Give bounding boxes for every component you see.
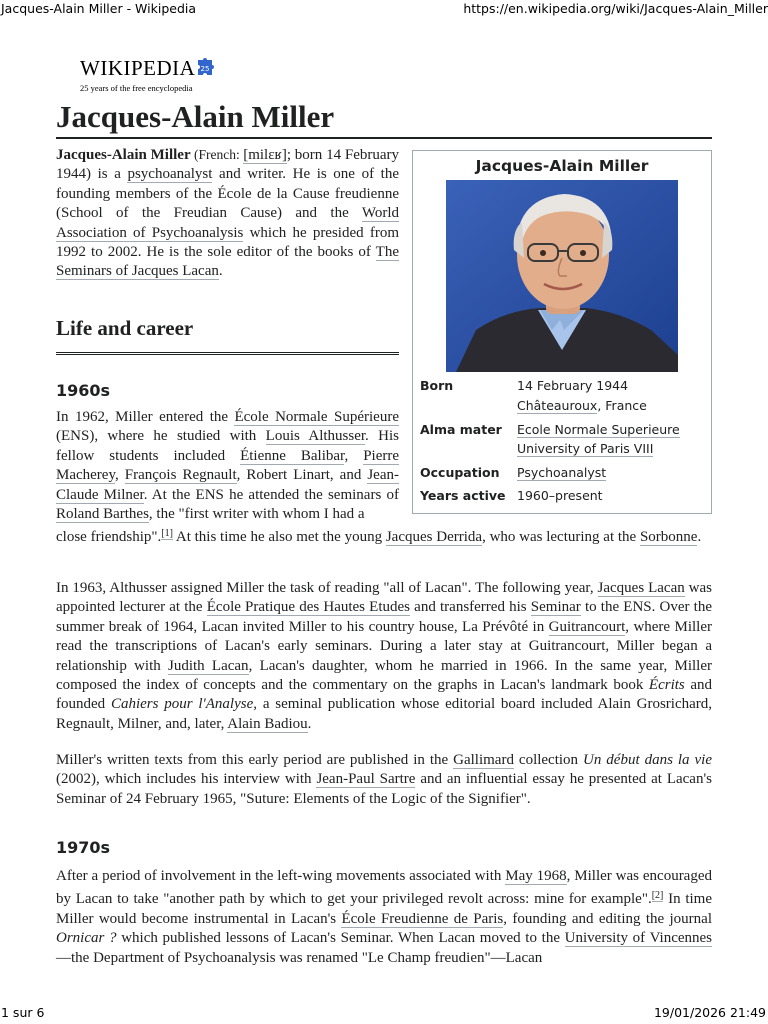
- link-judith-lacan[interactable]: Judith Lacan: [168, 657, 249, 674]
- reference-1[interactable]: [1]: [161, 528, 173, 539]
- label-years-active: Years active: [420, 488, 506, 503]
- link-macherey[interactable]: Pierre Macherey: [56, 447, 400, 484]
- link-vincennes[interactable]: University of Vincennes: [564, 930, 713, 947]
- print-datetime: 19/01/2026 21:49: [653, 1005, 766, 1020]
- link-chateauroux[interactable]: Châteauroux: [517, 398, 598, 413]
- link-psychoanalyst-infobox[interactable]: Psychoanalyst: [517, 465, 607, 480]
- infobox-title: Jacques-Alain Miller: [475, 157, 649, 175]
- link-althusser[interactable]: Louis Althusser: [265, 428, 366, 445]
- title-un-debut: Un début dans la vie: [583, 752, 712, 768]
- link-milner[interactable]: Jean-Claude Milner: [56, 467, 399, 503]
- link-ecole-normale[interactable]: Ecole Normale Superieure: [517, 422, 680, 437]
- puzzle-globe-icon: [194, 57, 216, 79]
- link-gallimard[interactable]: Gallimard: [453, 752, 514, 768]
- section-heading-life-and-career: Life and career: [56, 314, 399, 355]
- page-title: Jacques-Alain Miller: [56, 97, 712, 139]
- link-paris-viii[interactable]: University of Paris VIII: [517, 441, 654, 456]
- link-balibar[interactable]: Étienne Balibar: [240, 447, 345, 464]
- print-page-number: 1 sur 6: [1, 1005, 45, 1020]
- portrait-photo[interactable]: [446, 180, 678, 372]
- paragraph-1960s-part2: close friendship".[1] At this time he also met the young Jacques Derrida, who was lecturing at the Sorbonne.: [56, 528, 702, 545]
- label-occupation: Occupation: [420, 465, 500, 480]
- title-ornicar: Ornicar ?: [56, 930, 117, 947]
- link-ens[interactable]: École Normale Supérieure: [234, 409, 399, 425]
- link-sorbonne[interactable]: Sorbonne: [639, 529, 698, 545]
- link-seminars-of-lacan[interactable]: The Seminars of Jacques Lacan: [56, 244, 399, 280]
- link-derrida[interactable]: Jacques Derrida: [385, 529, 483, 545]
- reference-2[interactable]: [2]: [651, 890, 664, 902]
- label-alma-mater: Alma mater: [420, 422, 502, 437]
- print-footer: [0, 1005, 768, 1021]
- subject-name: Jacques-Alain Miller: [56, 147, 191, 163]
- lead-paragraph: Jacques-Alain Miller (French: [milɛʁ]; born 14 February 1944) is a psychoanalyst and writer. He is one of the founding members of the École de la Cause freudienne (School of the Freudian Cause) and the World Association of Psychoanalysis which he presided from 1992 to 2002. He is the sole editor of the books of The Seminars of Jacques Lacan.: [56, 147, 400, 280]
- paragraph-early-texts: Miller's written texts from this early period are published in the Gallimard collection Un début dans la vie (2002), which includes his interview with Jean-Paul Sartre and an influential essay he presented at Lacan's Seminar of 24 February 1965, "Suture: Elements of the Logic of the Signifier".: [56, 752, 712, 807]
- link-badiou[interactable]: Alain Badiou: [227, 715, 308, 732]
- link-seminar[interactable]: Seminar: [530, 599, 581, 616]
- infobox: Jacques-Alain Miller Born 14 February 1944 Châteauroux, France Alma mater Ecole Normale Superieure University of Paris VIII Occupation Psychoanalyst Years active 1960–present: [412, 150, 712, 514]
- label-born: Born: [420, 378, 454, 393]
- link-world-association[interactable]: World Association of Psychoanalysis: [56, 205, 399, 241]
- link-sartre[interactable]: Jean-Paul Sartre: [316, 771, 416, 788]
- portrait-illustration: [446, 180, 678, 372]
- paragraph-1963: In 1963, Althusser assigned Miller the task of reading "all of Lacan". The following year, Jacques Lacan was appointed lecturer at the École Pratique des Hautes Etudes and transferred his Seminar to the ENS. Over the summer break of 1964, Lacan invited Miller to his country house, La Prévôté in Guitrancourt, where Miller read the transcriptions of Lacan's early seminars. During a later stay at Guitrancourt, Miller began a relationship with Judith Lacan, Lacan's daughter, whom he married in 1966. In the same year, Miller composed the index of concepts and the commentary on the graphs in Lacan's landmark book Écrits and founded Cahiers pour l'Analyse, a seminal publication whose editorial board included Alain Grosrichard, Regnault, Milner, and, later, Alain Badiou.: [56, 580, 713, 732]
- print-page-title: Jacques-Alain Miller - Wikipedia: [1, 1, 197, 16]
- link-may-1968[interactable]: May 1968: [505, 868, 567, 884]
- link-psychoanalyst[interactable]: psychoanalyst: [127, 166, 213, 183]
- ipa-link[interactable]: [milɛʁ]: [243, 147, 287, 163]
- wikipedia-wordmark: [80, 56, 195, 81]
- link-regnault[interactable]: François Regnault: [124, 467, 237, 484]
- value-born-date: 14 February 1944: [517, 378, 629, 393]
- title-cahiers: Cahiers pour l'Analyse: [110, 696, 254, 713]
- paragraph-1960s-part1: In 1962, Miller entered the École Normale Supérieure (ENS), where he studied with Louis Althusser. His fellow students included Étienne Balibar, Pierre Macherey, François Regnault, Robert Linart, and Jean-Claude Milner. At the ENS he attended the seminars of Roland Barthes, the "first writer with whom I had a: [56, 409, 400, 523]
- value-years-active: 1960–present: [517, 488, 603, 503]
- print-page-url: https://en.wikipedia.org/wiki/Jacques-Alain_Miller: [463, 1, 768, 16]
- link-efp[interactable]: École Freudienne de Paris: [341, 910, 504, 927]
- subsection-heading-1970s: 1970s: [56, 838, 111, 857]
- subsection-heading-1960s: 1960s: [56, 381, 111, 400]
- link-jacques-lacan[interactable]: Jacques Lacan: [597, 580, 685, 596]
- link-guitrancourt[interactable]: Guitrancourt: [548, 618, 626, 635]
- paragraph-1970s: After a period of involvement in the left-wing movements associated with May 1968, Miller was encouraged by Lacan to take "another path by which to get your privileged revolt across: mine for example".[2] In time Miller would become instrumental in Lacan's École Freudienne de Paris, founding and editing the journal Ornicar ? which published lessons of Lacan's Seminar. When Lacan moved to the University of Vincennes—the Department of Psychoanalysis was renamed "Le Champ freudien"—Lacan: [56, 868, 713, 966]
- link-ephe[interactable]: École Pratique des Hautes Etudes: [206, 599, 411, 616]
- link-barthes[interactable]: Roland Barthes: [56, 506, 149, 523]
- badge-number: 25: [200, 65, 210, 73]
- title-ecrits: Écrits: [648, 677, 685, 694]
- wordmark-text: WIKIPEDIA: [80, 56, 196, 80]
- logo-tagline: 25 years of the free encyclopedia: [80, 83, 193, 93]
- print-header: [0, 1, 768, 17]
- wikipedia-logo[interactable]: [80, 56, 240, 96]
